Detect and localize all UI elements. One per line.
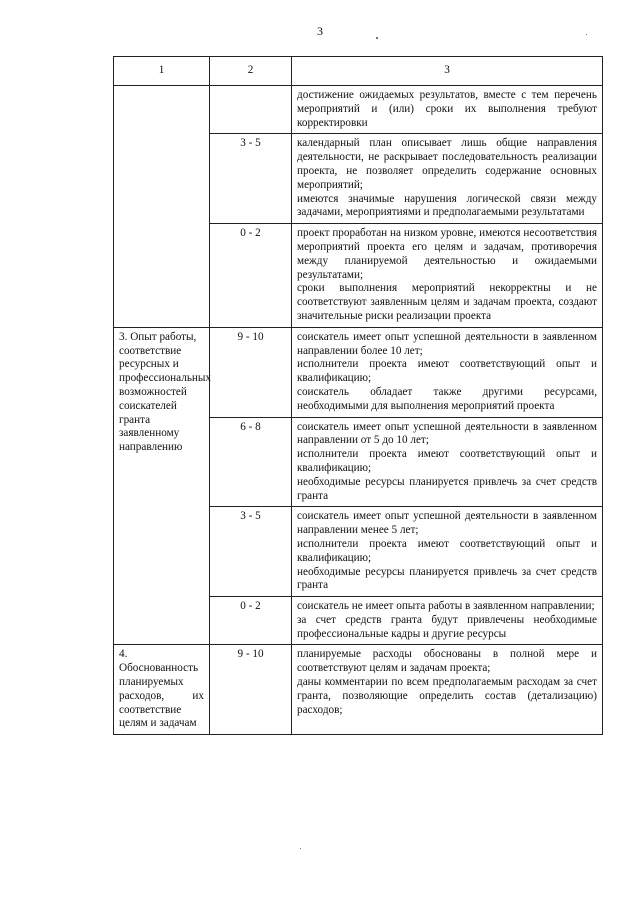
description-line: календарный план описывает лишь общие направления деятельности, не раскрывает последовательность реализации проекта, не позволяет определить содержание основных мероприятий; xyxy=(297,137,597,191)
description-cell xyxy=(292,327,603,417)
score-cell: 6 - 8 xyxy=(210,417,292,507)
description-line: необходимые ресурсы планируется привлечь за счет средств гранта xyxy=(297,565,597,592)
header-col-2: 2 xyxy=(210,57,292,86)
description-cell xyxy=(292,86,603,134)
description-line: соискатель имеет опыт успешной деятельности в заявленном направлении менее 5 лет; xyxy=(297,510,597,537)
description-line: исполнители проекта имеют соответствующий опыт и квалификацию; xyxy=(297,537,597,564)
score-cell: 0 - 2 xyxy=(210,224,292,328)
score-cell xyxy=(210,86,292,134)
description-line: соискатель не имеет опыта работы в заявленном направлении; xyxy=(297,600,595,613)
header-col-1: 1 xyxy=(114,57,210,86)
description-line: сроки выполнения мероприятий некорректны и не соответствуют заявленным целям и задачам проекта, создают значительные риски реализации проекта xyxy=(297,282,597,322)
score-cell: 3 - 5 xyxy=(210,507,292,597)
criteria-table xyxy=(113,56,603,735)
table-row xyxy=(114,327,603,417)
description-cell xyxy=(292,507,603,597)
score-cell: 0 - 2 xyxy=(210,597,292,645)
score-cell: 3 - 5 xyxy=(210,134,292,224)
scan-speck xyxy=(586,34,587,35)
score-cell: 9 - 10 xyxy=(210,645,292,735)
table-row xyxy=(114,86,603,134)
description-line: имеются значимые нарушения логической связи между задачами, мероприятиями и предполагаемыми результатами xyxy=(297,192,597,219)
criterion-cell xyxy=(114,86,210,328)
description-line: за счет средств гранта будут привлечены необходимые профессиональные кадры и другие ресурсы xyxy=(297,613,597,640)
scan-speck xyxy=(376,37,378,39)
scan-speck xyxy=(300,848,301,849)
description-cell xyxy=(292,597,603,645)
description-line: исполнители проекта имеют соответствующий опыт и квалификацию; xyxy=(297,448,597,474)
header-col-3: 3 xyxy=(292,57,603,86)
description-line: планируемые расходы обоснованы в полной мере и соответствуют целям и задачам проекта; xyxy=(297,648,597,675)
page-number: 3 xyxy=(317,24,323,38)
header-row xyxy=(114,57,603,86)
description-line: даны комментарии по всем предполагаемым расходам за счет гранта, позволяющие определить состав (детализацию) расходов; xyxy=(297,676,597,716)
description-cell xyxy=(292,645,603,735)
description-cell xyxy=(292,134,603,224)
description-line: исполнители проекта имеют соответствующий опыт и квалификацию; xyxy=(297,358,597,385)
criterion-cell: 4. Обоснованность планируемых расходов, их соответствие целям и задачам xyxy=(114,645,210,735)
description-line: соискатель обладает также другими ресурсами, необходимыми для выполнения мероприятий проекта xyxy=(297,385,597,412)
description-cell xyxy=(292,224,603,328)
description-line: соискатель имеет опыт успешной деятельности в заявленном направлении более 10 лет; xyxy=(297,330,597,357)
criterion-cell: 3. Опыт работы, соответствие ресурсных и профессиональных возможностей соискателей гранта заявленному направлению xyxy=(114,327,210,645)
description-line: достижение ожидаемых результатов, вместе с тем перечень мероприятий и (или) сроки их выполнения требуют корректировки xyxy=(297,89,597,129)
table-row xyxy=(114,645,603,735)
description-line: проект проработан на низком уровне, имеются несоответствия мероприятий проекта его целям и задачам, противоречия между планируемой деятельностью и ожидаемыми результатами; xyxy=(297,227,597,281)
description-cell xyxy=(292,417,603,507)
description-line: необходимые ресурсы планируется привлечь за счет средств гранта xyxy=(297,475,597,502)
description-line: соискатель имеет опыт успешной деятельности в заявленном направлении от 5 до 10 лет; xyxy=(297,420,597,447)
score-cell: 9 - 10 xyxy=(210,327,292,417)
